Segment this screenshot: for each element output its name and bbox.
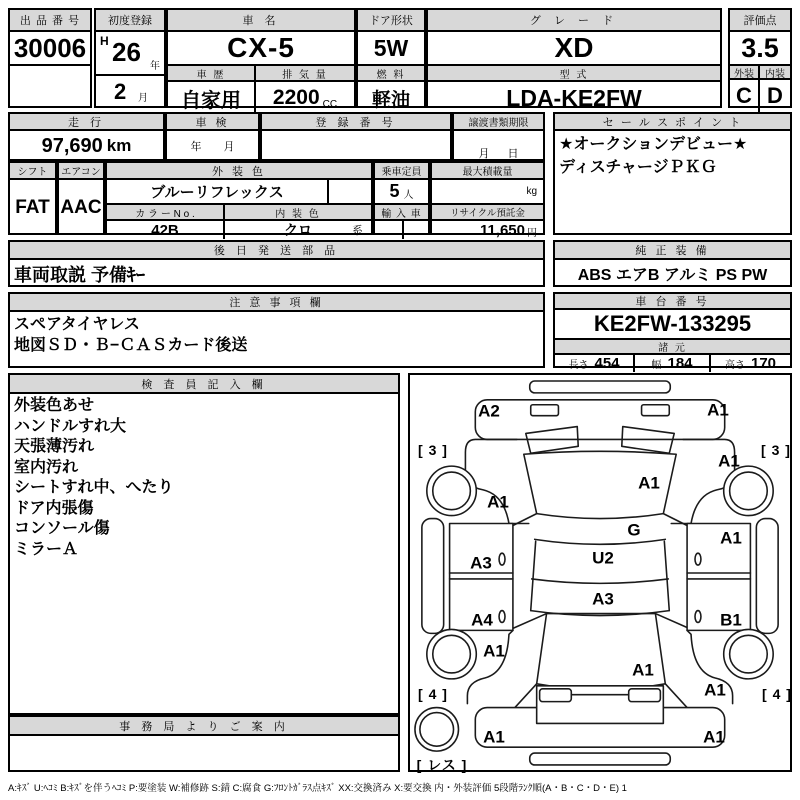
model-code-value: LDA-KE2FW [506, 84, 642, 111]
chassis-number-label: 車 台 番 号 [555, 294, 790, 310]
recycle-deposit-number: 11,650 [479, 221, 525, 239]
text-line: 室内汚れ [14, 458, 79, 476]
damage-mark: A1 [487, 492, 509, 512]
tire-depth-mark: [ レス ] [416, 757, 468, 773]
sales-point-lines [555, 131, 790, 181]
transfer-deadline-value [454, 131, 543, 165]
color-no-value: 42B [107, 221, 225, 239]
damage-mark: A1 [632, 660, 654, 680]
shift-box [8, 161, 57, 235]
text-line: ★オークションデビュー★ [559, 136, 748, 153]
damage-mark: A1 [720, 528, 742, 548]
tire-depth-mark: [ 3 ] [418, 442, 448, 458]
history-cell [168, 66, 256, 112]
month-unit: 月 [138, 93, 148, 104]
import-car-cell-2 [404, 221, 428, 239]
door-shape-label: ドア形状 [358, 10, 424, 32]
door-shape-value: 5W [358, 32, 424, 66]
mileage-label: 走 行 [10, 114, 163, 131]
spec-height [711, 355, 790, 372]
first-registration-year: 26 [112, 37, 141, 67]
inspector-notes-label: 検 査 員 記 入 欄 [10, 375, 398, 394]
month-placeholder: 月 [223, 141, 235, 153]
damage-mark: A4 [471, 610, 493, 630]
first-registration-month: 2 [114, 79, 127, 104]
first-registration-label: 初度登録 [96, 10, 164, 32]
capacity-unit: 人 [403, 190, 414, 201]
caution-notes-box [8, 292, 545, 368]
displacement-value [256, 82, 354, 114]
shift-value: FAT [15, 196, 50, 218]
text-line: コンソール傷 [14, 520, 110, 537]
car-name-value: CX-5 [168, 32, 354, 66]
text-line: 地図ＳＤ・Ｂ−ＣＡＳカード後送 [14, 337, 248, 354]
import-car-label: 輸 入 車 [375, 205, 428, 219]
damage-mark: A1 [638, 473, 660, 493]
exterior-color-empty-cell [327, 180, 371, 203]
mileage-unit: km [106, 136, 132, 155]
office-notice-label: 事 務 局 よ り ご 案 内 [10, 717, 398, 736]
factory-equipment-label: 純 正 装 備 [555, 242, 790, 260]
grade-value: XD [428, 32, 720, 66]
car-name-label: 車 名 [168, 10, 354, 32]
color-box [105, 161, 373, 239]
damage-mark: A1 [707, 400, 729, 420]
lot-number-label: 出 品 番 号 [10, 10, 90, 32]
day-placeholder: 日 [507, 148, 519, 160]
registration-number-label: 登 録 番 号 [262, 114, 450, 131]
spec-width-value: 184 [667, 355, 693, 372]
score-box [728, 8, 792, 108]
tire-depth-mark: [ 4 ] [762, 686, 792, 702]
text-line: ディスチャージＰＫＧ [559, 159, 717, 176]
lot-number-value: 30006 [10, 32, 90, 66]
text-line: シートすれ中、へたり [14, 479, 174, 496]
aircon-label: エアコン [59, 163, 103, 180]
interior-color-suffix: 系 [352, 225, 363, 237]
inspector-notes-lines [10, 394, 398, 562]
factory-equipment-box [553, 240, 792, 287]
damage-code-legend: A:ｷｽﾞ U:ﾍｺﾐ B:ｷｽﾞを伴うﾍｺﾐ P:要塗装 W:補修跡 S:錆 C:腐食 G:ﾌﾛﾝﾄｶﾞﾗｽ点ｷｽﾞ XX:交換済み X:要交換 内・外装評価 5段階ﾗﾝｸ順(A・B・C・D・E) 1 [8, 783, 627, 794]
aircon-value: AAC [60, 196, 102, 218]
spec-height-label: 高さ [724, 360, 745, 371]
office-notice-empty [10, 736, 398, 772]
damage-mark: A3 [470, 553, 492, 573]
exterior-grade-label: 外装 [730, 66, 760, 80]
first-registration-month-cell [96, 76, 164, 110]
damage-mark: U2 [592, 548, 614, 568]
color-no-label: カ ラ ー N o . [107, 205, 225, 219]
grade-label: グ レ ー ド [428, 10, 720, 32]
displacement-cell [256, 66, 354, 112]
damage-mark: B1 [720, 610, 742, 630]
era-mark: H [100, 34, 109, 48]
factory-equipment-value: ABS エアB アルミ PS PW [577, 267, 768, 284]
inspection-expiry-box [165, 112, 260, 161]
damage-mark: A1 [483, 727, 505, 747]
grade-box [426, 8, 722, 111]
recycle-deposit-value [432, 219, 543, 239]
interior-grade-label: 内装 [760, 66, 790, 80]
caution-notes-label: 注 意 事 項 欄 [10, 294, 543, 312]
displacement-label: 排 気 量 [256, 66, 354, 82]
caution-notes-lines [10, 312, 543, 358]
lot-number-box [8, 8, 92, 108]
month-placeholder: 月 [478, 148, 490, 160]
payload-label: 最大積載量 [432, 163, 543, 180]
exterior-color-label: 外 装 色 [107, 163, 371, 180]
capacity-label: 乗車定員 [375, 163, 428, 180]
text-line: スペアタイヤレス [14, 316, 140, 333]
later-shipped-parts-value: 車両取説 予備ｷｰ [14, 264, 146, 285]
spec-width-label: 幅 [651, 360, 662, 371]
lot-number-empty-cell [10, 66, 90, 110]
model-code-label: 型 式 [428, 66, 720, 82]
capacity-value [375, 180, 428, 205]
spec-length [555, 355, 635, 372]
text-line: ハンドルすれ大 [14, 417, 127, 435]
damage-mark: A1 [483, 641, 505, 661]
spec-height-value: 170 [750, 355, 777, 372]
displacement-number: 2200 [272, 86, 320, 109]
text-line: ドア内張傷 [14, 499, 94, 517]
damage-mark: A1 [718, 451, 740, 471]
capacity-number: 5 [389, 181, 400, 201]
interior-grade-value: D [767, 83, 783, 108]
damage-mark: A1 [703, 727, 725, 747]
aircon-box [57, 161, 105, 235]
spec-length-value: 454 [594, 355, 620, 372]
damage-mark: A2 [478, 401, 500, 421]
mileage-box [8, 112, 165, 161]
chassis-number-value: KE2FW-133295 [555, 310, 790, 340]
interior-color-name: クロ [284, 222, 312, 238]
payload-box [430, 161, 545, 239]
text-line: 天張薄汚れ [14, 438, 95, 455]
mileage-value [10, 131, 163, 161]
recycle-deposit-label: リサイクル預託金 [432, 205, 543, 219]
shift-label: シフト [10, 163, 55, 180]
spec-label: 諸 元 [555, 340, 790, 355]
transfer-deadline-box [452, 112, 545, 161]
tire-depth-mark: [ 4 ] [418, 686, 448, 702]
registration-number-value [262, 131, 450, 161]
fuel-label: 燃 料 [358, 66, 424, 82]
score-label: 評価点 [730, 10, 790, 32]
sales-point-label: セ ー ル ス ポ イ ン ト [555, 114, 790, 131]
history-value: 自家用 [181, 89, 241, 112]
text-line: ミラーＡ [14, 540, 79, 558]
payload-value: kg [432, 180, 543, 205]
first-registration-year-cell [96, 32, 164, 76]
inspection-expiry-value [167, 131, 258, 161]
office-notice-box [8, 715, 400, 772]
first-registration-box [94, 8, 166, 108]
year-unit: 年 [150, 61, 160, 72]
spec-length-label: 長さ [568, 360, 589, 371]
transfer-deadline-label: 譲渡書類期限 [454, 114, 543, 131]
interior-color-value [225, 221, 371, 239]
interior-color-label: 内 装 色 [225, 205, 371, 219]
car-damage-diagram [408, 373, 792, 772]
inspector-notes-box [8, 373, 400, 715]
exterior-color-value: ブルーリフレックス [150, 184, 284, 201]
damage-mark: A1 [704, 680, 726, 700]
capacity-box [373, 161, 430, 235]
spec-width [635, 355, 711, 372]
damage-mark: A3 [592, 589, 614, 609]
inspection-expiry-label: 車 検 [167, 114, 258, 131]
sales-point-box [553, 112, 792, 235]
damage-marks-layer [410, 375, 792, 773]
damage-mark: G [627, 520, 641, 540]
later-shipped-parts-label: 後 日 発 送 部 品 [10, 242, 543, 260]
door-shape-box [356, 8, 426, 111]
fuel-value: 軽油 [371, 89, 410, 111]
history-label: 車 歴 [168, 66, 254, 82]
tire-depth-mark: [ 3 ] [761, 442, 791, 458]
recycle-deposit-unit: 円 [527, 228, 537, 239]
registration-number-box [260, 112, 452, 161]
later-shipped-parts-box [8, 240, 545, 287]
car-name-box [166, 8, 356, 112]
exterior-grade-value: C [730, 80, 760, 112]
chassis-number-box [553, 292, 792, 372]
score-value: 3.5 [730, 32, 790, 66]
year-placeholder: 年 [190, 141, 202, 153]
mileage-number: 97,690 [41, 134, 103, 157]
displacement-unit: CC [322, 99, 338, 110]
text-line: 外装色あせ [14, 397, 95, 414]
import-car-cell-1 [375, 221, 404, 239]
